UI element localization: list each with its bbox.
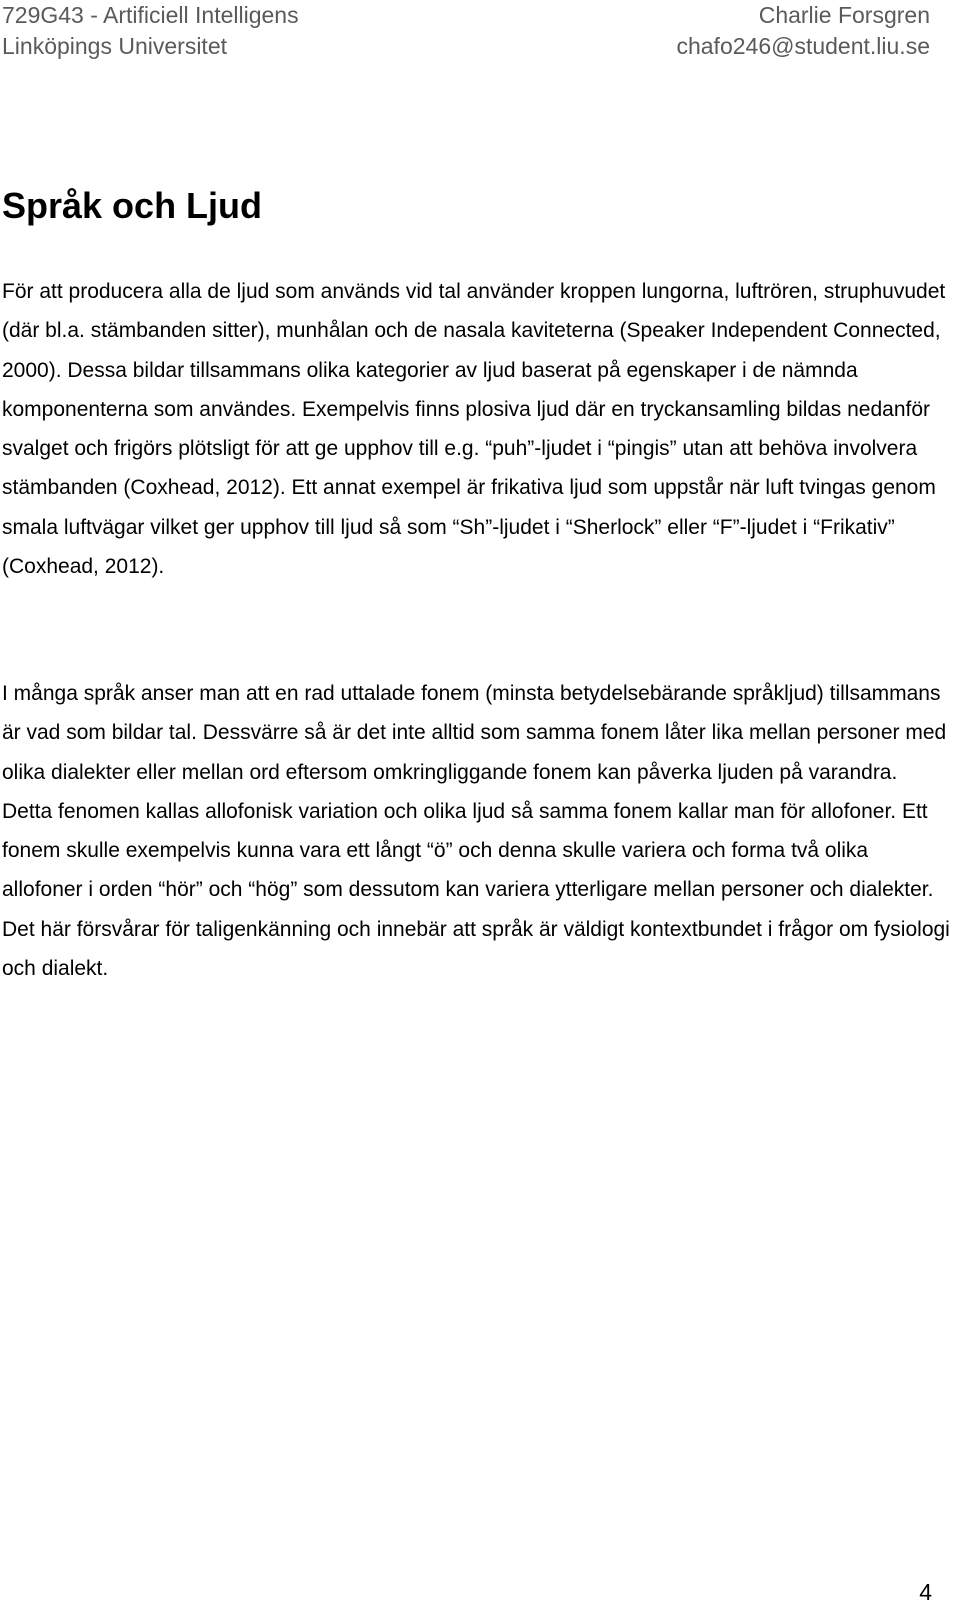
section-title: Språk och Ljud: [2, 185, 263, 226]
paragraph-1: För att producera alla de ljud som används vid tal använder kroppen lungorna, luftrören, struphuvudet (där bl.a. stämbanden sitter), munhålan och de nasala kaviteterna (Speaker Independent Connected, 2000). Dessa bildar tillsammans olika kategorier av ljud baserat på egenskaper i de nämnda komponenterna som användes. Exempelvis finns plosiva ljud där en tryckansamling bildas nedanför svalget och frigörs plötsligt för att ge upphov till e.g. “puh”-ljudet i “pingis” utan att behöva involvera stämbanden (Coxhead, 2012). Ett annat exempel är frikativa ljud som uppstår när luft tvingas genom smala luftvägar vilket ger upphov till ljud så som “Sh”-ljudet i “Sherlock” eller “F”-ljudet i “Frikativ” (Coxhead, 2012).: [2, 280, 946, 579]
page-number: 4: [919, 1579, 932, 1605]
author-email: chafo246@student.liu.se: [676, 33, 930, 59]
paragraph-2: I många språk anser man att en rad uttalade fonem (minsta betydelsebärande språkljud) tillsammans är vad som bildar tal. Dessvärre så är det inte alltid som samma fonem låter lika mellan personer med olika dialekter eller mellan ord eftersom omkringliggande fonem kan påverka ljuden på varandra. Detta fenomen kallas allofonisk variation och olika ljud så samma fonem kallar man för allofoner. Ett fonem skulle exempelvis kunna vara ett långt “ö” och denna skulle variera och forma två olika allofoner i orden “hör” och “hög” som dessutom kan variera ytterligare mellan personer och dialekter. Det här försvårar för taligenkänning och innebär att språk är väldigt kontextbundet i frågor om fysiologi och dialekt.: [2, 682, 950, 981]
page-header: [2, 0, 930, 62]
university-name: Linköpings Universitet: [2, 33, 228, 59]
course-name: 729G43 - Artificiell Intelligens: [2, 2, 299, 28]
header-right: [676, 0, 930, 62]
header-left: [2, 0, 299, 62]
author-name: Charlie Forsgren: [758, 2, 930, 28]
